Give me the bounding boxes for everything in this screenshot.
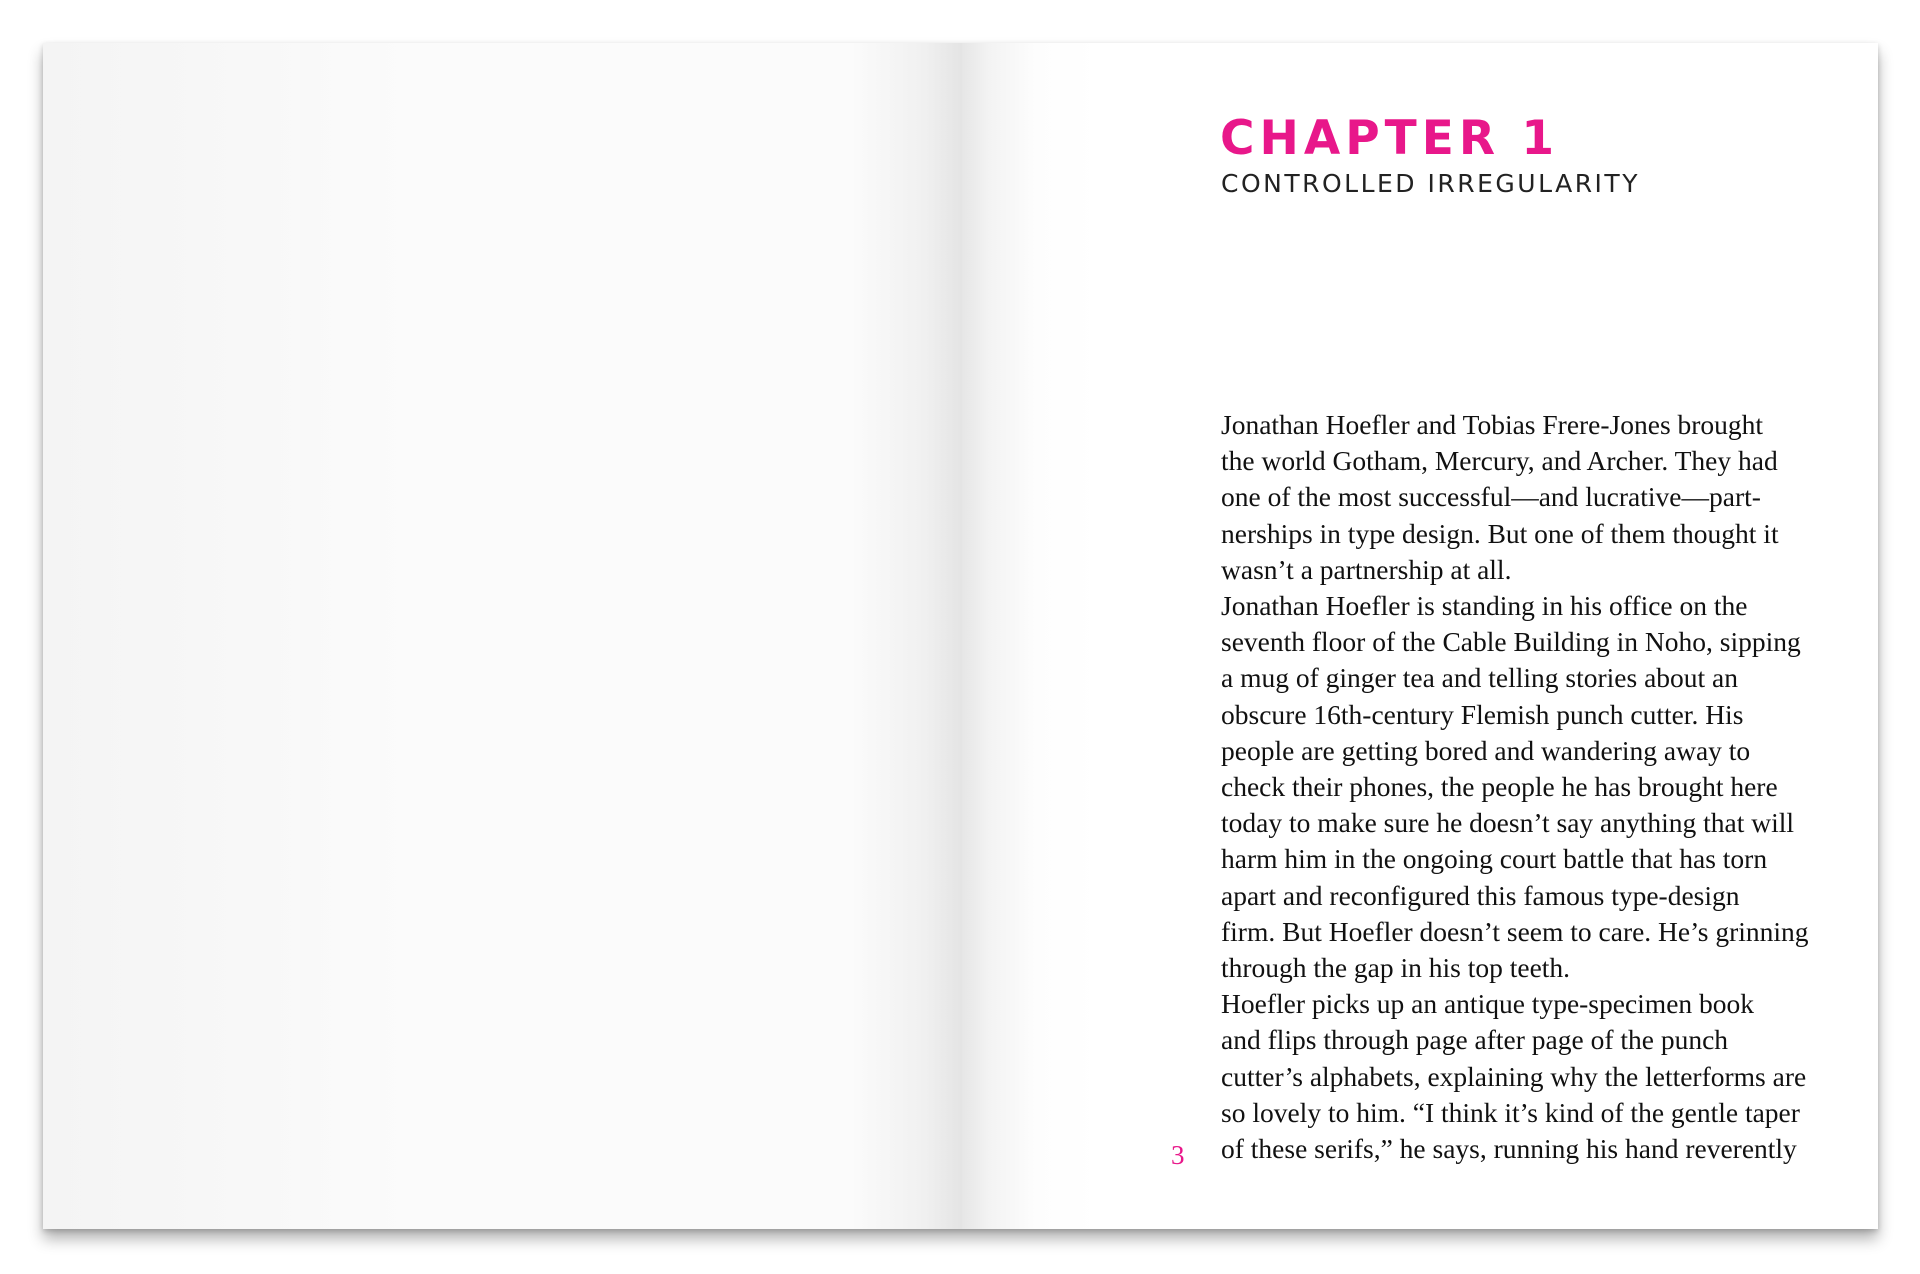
right-page xyxy=(962,43,1878,1229)
body-line: Hoefler picks up an antique type-specimen book xyxy=(1221,988,1755,1020)
chapter-number: CHAPTER 1 xyxy=(1220,111,1560,166)
body-line: today to make sure he doesn’t say anything that will xyxy=(1221,807,1795,839)
body-line: nerships in type design. But one of them thought it xyxy=(1221,517,1779,549)
left-page xyxy=(43,43,962,1229)
body-line: Jonathan Hoefler and Tobias Frere-Jones brought xyxy=(1221,409,1764,440)
chapter-title: CONTROLLED IRREGULARITY xyxy=(1221,169,1640,198)
book-spread xyxy=(43,43,1878,1229)
body-line: a mug of ginger tea and telling stories about an xyxy=(1221,662,1739,694)
body-line: through the gap in his top teeth. xyxy=(1221,952,1571,984)
body-line: the world Gotham, Mercury, and Archer. They had xyxy=(1221,445,1778,477)
body-line: harm him in the ongoing court battle that has torn xyxy=(1221,843,1768,875)
body-line: of these serifs,” he says, running his hand reverently xyxy=(1221,1133,1797,1165)
body-line: obscure 16th-century Flemish punch cutter. His xyxy=(1221,698,1744,730)
body-line: firm. But Hoefler doesn’t seem to care. He’s grinning xyxy=(1221,915,1809,947)
body-line: so lovely to him. “I think it’s kind of the gentle taper xyxy=(1221,1096,1800,1128)
body-line: people are getting bored and wandering away to xyxy=(1221,734,1751,766)
body-line: and flips through page after page of the punch xyxy=(1221,1024,1729,1056)
body-text xyxy=(1221,407,1841,1167)
body-line: one of the most successful—and lucrative—part- xyxy=(1221,481,1761,513)
body-line: seventh floor of the Cable Building in Noho, sipping xyxy=(1221,626,1801,658)
body-line: wasn’t a partnership at all. xyxy=(1221,553,1512,585)
body-line: check their phones, the people he has brought here xyxy=(1221,771,1778,803)
body-line: apart and reconfigured this famous type-design xyxy=(1221,879,1740,911)
page-number: 3 xyxy=(1171,1140,1185,1170)
body-line: cutter’s alphabets, explaining why the letterforms are xyxy=(1221,1060,1807,1092)
body-line: Jonathan Hoefler is standing in his office on the xyxy=(1221,590,1748,622)
